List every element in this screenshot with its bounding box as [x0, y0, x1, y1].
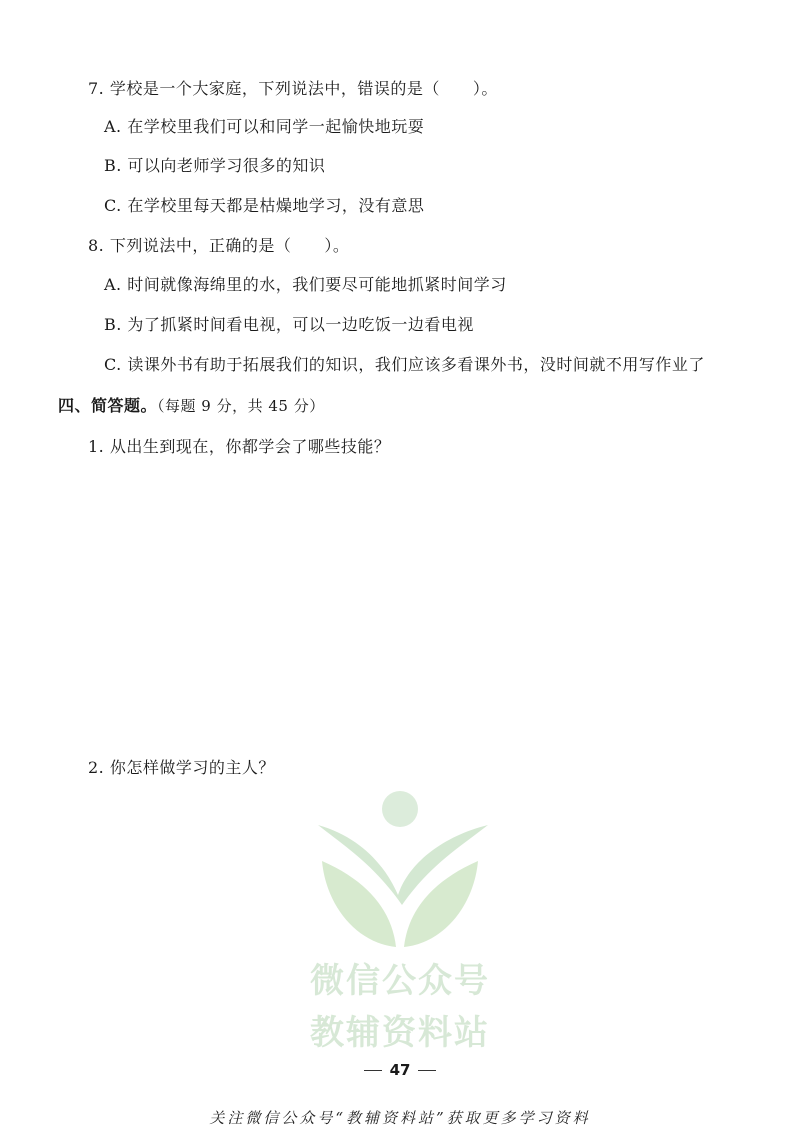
page-number: 47 [389, 1061, 411, 1079]
question-7-option-c: C. 在学校里每天都是枯燥地学习，没有意思 [104, 196, 425, 215]
dash-left [364, 1070, 382, 1071]
page-number-bar [0, 1060, 800, 1080]
watermark-text-line1: 微信公众号 [310, 961, 490, 1001]
question-8-stem: 8. 下列说法中，正确的是（ ）。 [88, 236, 350, 255]
question-8-option-a: A. 时间就像海绵里的水，我们要尽可能地抓紧时间学习 [104, 275, 507, 294]
question-8-option-b: B. 为了抓紧时间看电视，可以一边吃饭一边看电视 [104, 315, 474, 334]
footer-promo: 关注微信公众号“教辅资料站”获取更多学习资料 [209, 1109, 591, 1127]
question-7-option-b: B. 可以向老师学习很多的知识 [104, 156, 326, 175]
section-4-score-note: （每题 9 分，共 45 分） [157, 397, 325, 415]
section-4-header [58, 395, 325, 417]
short-answer-2: 2. 你怎样做学习的主人？ [88, 758, 275, 777]
short-answer-1: 1. 从出生到现在，你都学会了哪些技能？ [88, 437, 391, 456]
dash-right [418, 1070, 436, 1071]
question-8-option-c: C. 读课外书有助于拓展我们的知识，我们应该多看课外书，没时间就不用写作业了 [104, 355, 705, 374]
watermark [290, 785, 510, 1055]
question-7-option-a: A. 在学校里我们可以和同学一起愉快地玩耍 [104, 117, 425, 136]
section-4-heading: 四、简答题。 [58, 396, 158, 415]
sprout-person-logo-icon [290, 785, 510, 955]
question-7-stem: 7. 学校是一个大家庭，下列说法中，错误的是（ ）。 [88, 79, 498, 98]
watermark-text-line2: 教辅资料站 [310, 1013, 490, 1053]
